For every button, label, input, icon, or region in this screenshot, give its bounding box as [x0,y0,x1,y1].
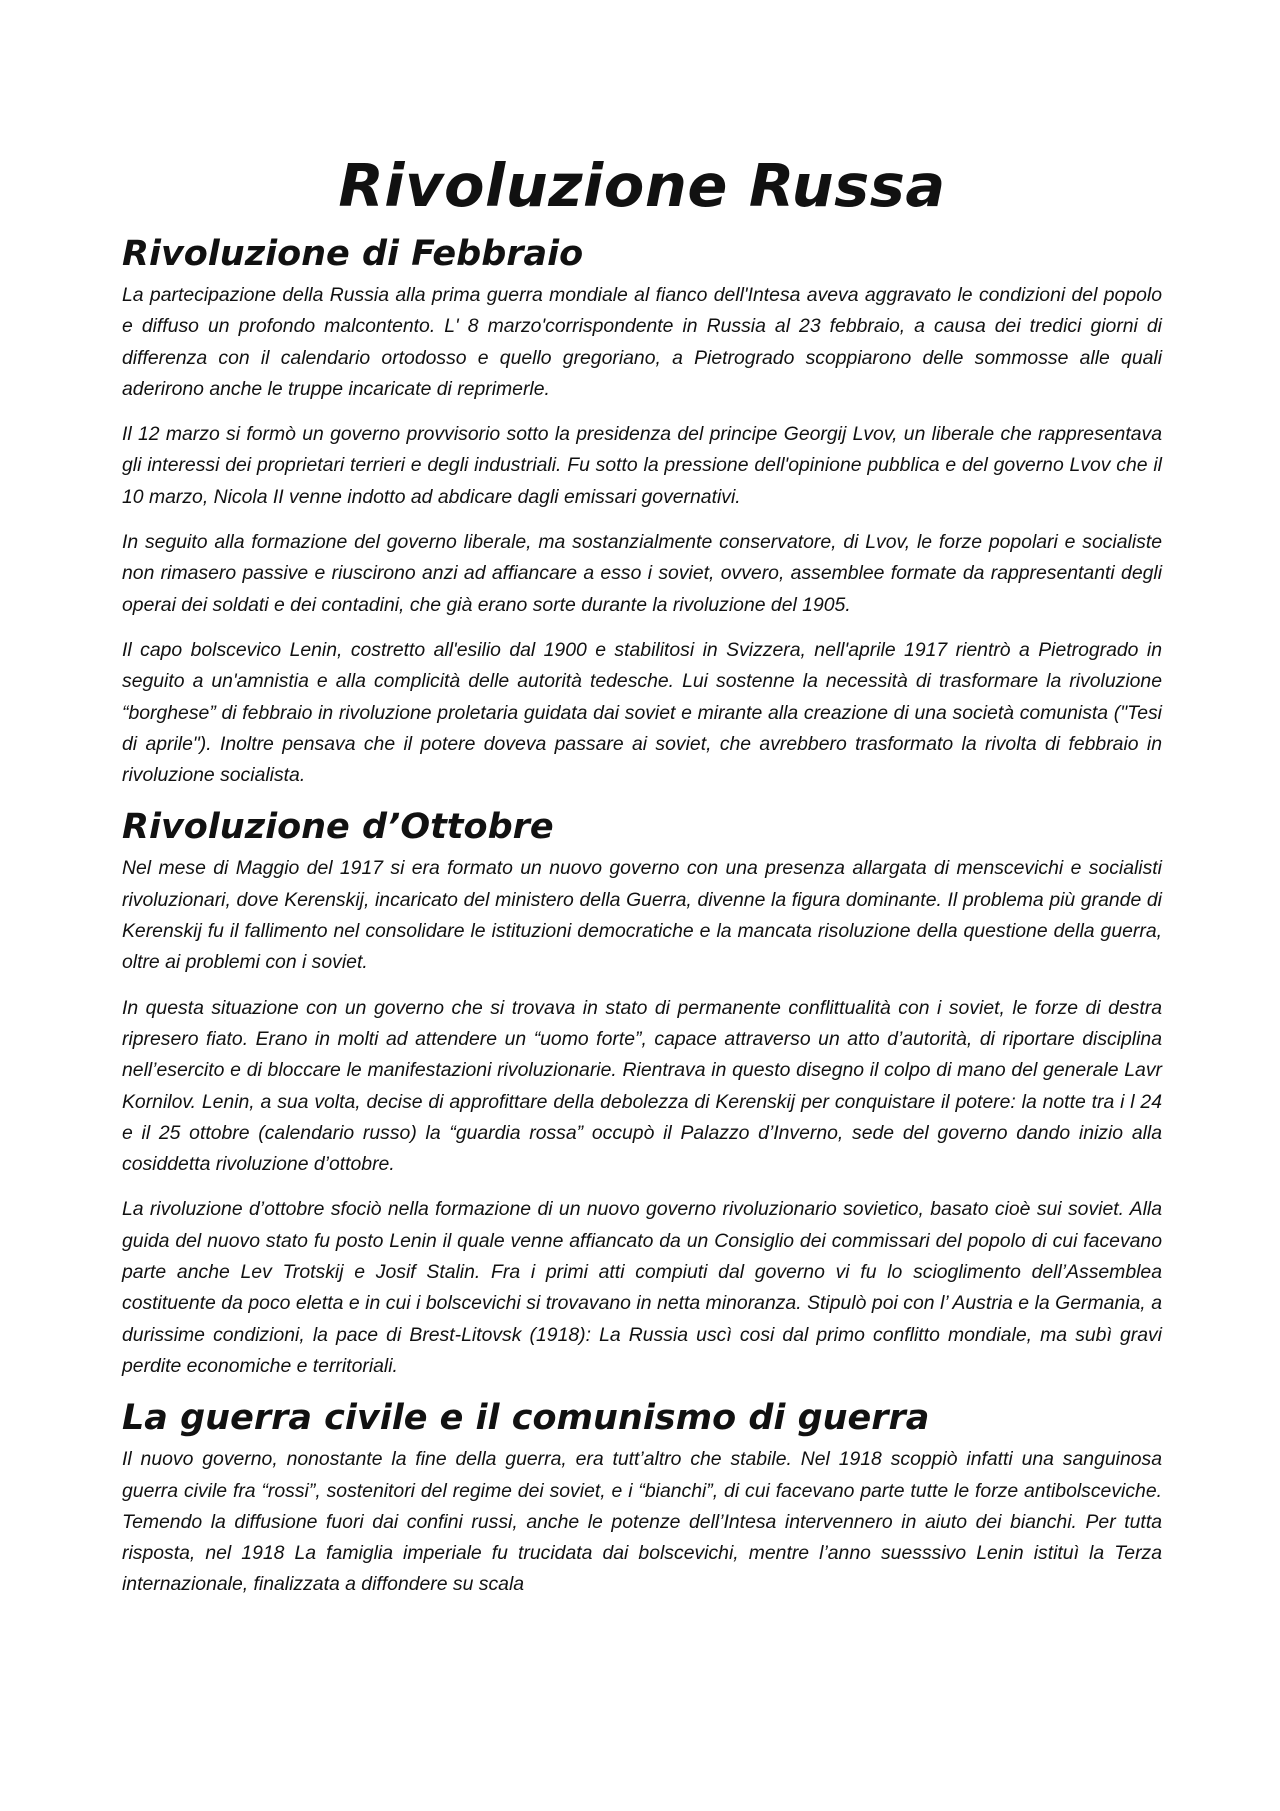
paragraph: Il nuovo governo, nonostante la fine della guerra, era tutt’altro che stabile. Nel 1918 scoppiò infatti una sanguinosa guerra civile fra “rossi”, sostenitori del regime dei soviet, e i “bianchi”, di cui facevano parte tutte le forze antibolsceviche. Temendo la diffusione fuori dai confini russi, anche le potenze dell’Intesa intervennero in aiuto dei bianchi. Per tutta risposta, nel 1918 La famiglia imperiale fu trucidata dai bolscevichi, mentre l’anno suesssivo Lenin istituì la Terza internazionale, finalizzata a diffondere su scala [122,1448,1162,1596]
paragraph: La rivoluzione d’ottobre sfociò nella formazione di un nuovo governo rivoluzionario sovietico, basato cioè sui soviet. Alla guida del nuovo stato fu posto Lenin il quale venne affiancato da un Consiglio dei commissari del popolo di cui facevano parte anche Lev Trotskij e Josif Stalin. Fra i primi atti compiuti dal governo vi fu lo scioglimento dell’Assemblea costituente da poco eletta e in cui i bolscevichi si trovavano in netta minoranza. Stipulò poi con l’ Austria e la Germania, a durissime condizioni, la pace di Brest-Litovsk (1918): La Russia uscì cosi dal primo conflitto mondiale, ma subì gravi perdite economiche e territoriali. [122,1198,1162,1377]
section-ottobre [122,805,1162,1382]
section-heading: Rivoluzione d’Ottobre [122,807,554,848]
paragraph: Nel mese di Maggio del 1917 si era formato un nuovo governo con una presenza allargata di menscevichi e socialisti rivoluzionari, dove Kerenskij, incaricato del ministero della Guerra, divenne la figura dominante. Il problema più grande di Kerenskij fu il fallimento nel consolidare le istituzioni democratiche e la mancata risoluzione della questione della guerra, oltre ai problemi con i soviet. [122,857,1162,974]
paragraph: In questa situazione con un governo che si trovava in stato di permanente conflittualità con i soviet, le forze di destra ripresero fiato. Erano in molti ad attendere un “uomo forte”, capace attraverso un atto d’autorità, di riportare disciplina nell’esercito e di bloccare le manifestazioni rivoluzionarie. Rientrava in questo disegno il colpo di mano del generale Lavr Kornilov. Lenin, a sua volta, decise di approfittare della debolezza di Kerenskij per conquistare il potere: la notte tra i l 24 e il 25 ottobre (calendario russo) la “guardia rossa” occupò il Palazzo d’Inverno, sede del governo dando inizio alla cosiddetta rivoluzione d’ottobre. [122,996,1162,1176]
document-title: Rivoluzione Russa [338,151,946,220]
document-page [122,150,1162,1615]
paragraph: La partecipazione della Russia alla prima guerra mondiale al fianco dell'Intesa aveva aggravato le condizioni del popolo e diffuso un profondo malcontento. L' 8 marzo'corrispondente in Russia al 23 febbraio, a causa dei tredici giorni di differenza con il calendario ortodosso e quello gregoriano, a Pietrogrado scoppiarono delle sommosse alle quali aderirono anche le truppe incaricate di reprimerle. [122,284,1162,400]
paragraph: Il capo bolscevico Lenin, costretto all'esilio dal 1900 e stabilitosi in Svizzera, nell'aprile 1917 rientrò a Pietrogrado in seguito a un'amnistia e alla complicità delle autorità tedesche. Lui sostenne la necessità di trasformare la rivoluzione “borghese” di febbraio in rivoluzione proletaria guidata dai soviet e mirante alla creazione di una società comunista ("Tesi di aprile"). Inoltre pensava che il potere doveva passare ai soviet, che avrebbero trasformato la rivolta di febbraio in rivoluzione socialista. [122,638,1162,787]
section-febbraio [122,232,1162,791]
paragraph: Il 12 marzo si formò un governo provvisorio sotto la presidenza del principe Georgij Lvov, un liberale che rappresentava gli interessi dei proprietari terrieri e degli industriali. Fu sotto la pressione dell'opinione pubblica e del governo Lvov che il 10 marzo, Nicola II venne indotto ad abdicare dagli emissari governativi. [122,423,1162,508]
section-heading: La guerra civile e il comunismo di guerra [122,1398,930,1439]
paragraph: In seguito alla formazione del governo liberale, ma sostanzialmente conservatore, di Lvov, le forze popolari e socialiste non rimasero passive e riuscirono anzi ad affiancare a esso i soviet, ovvero, assemblee formate da rappresentanti degli operai dei soldati e dei contadini, che già erano sorte durante la rivoluzione del 1905. [122,531,1162,616]
section-guerra-civile [122,1396,1162,1600]
section-heading: Rivoluzione di Febbraio [122,234,584,274]
